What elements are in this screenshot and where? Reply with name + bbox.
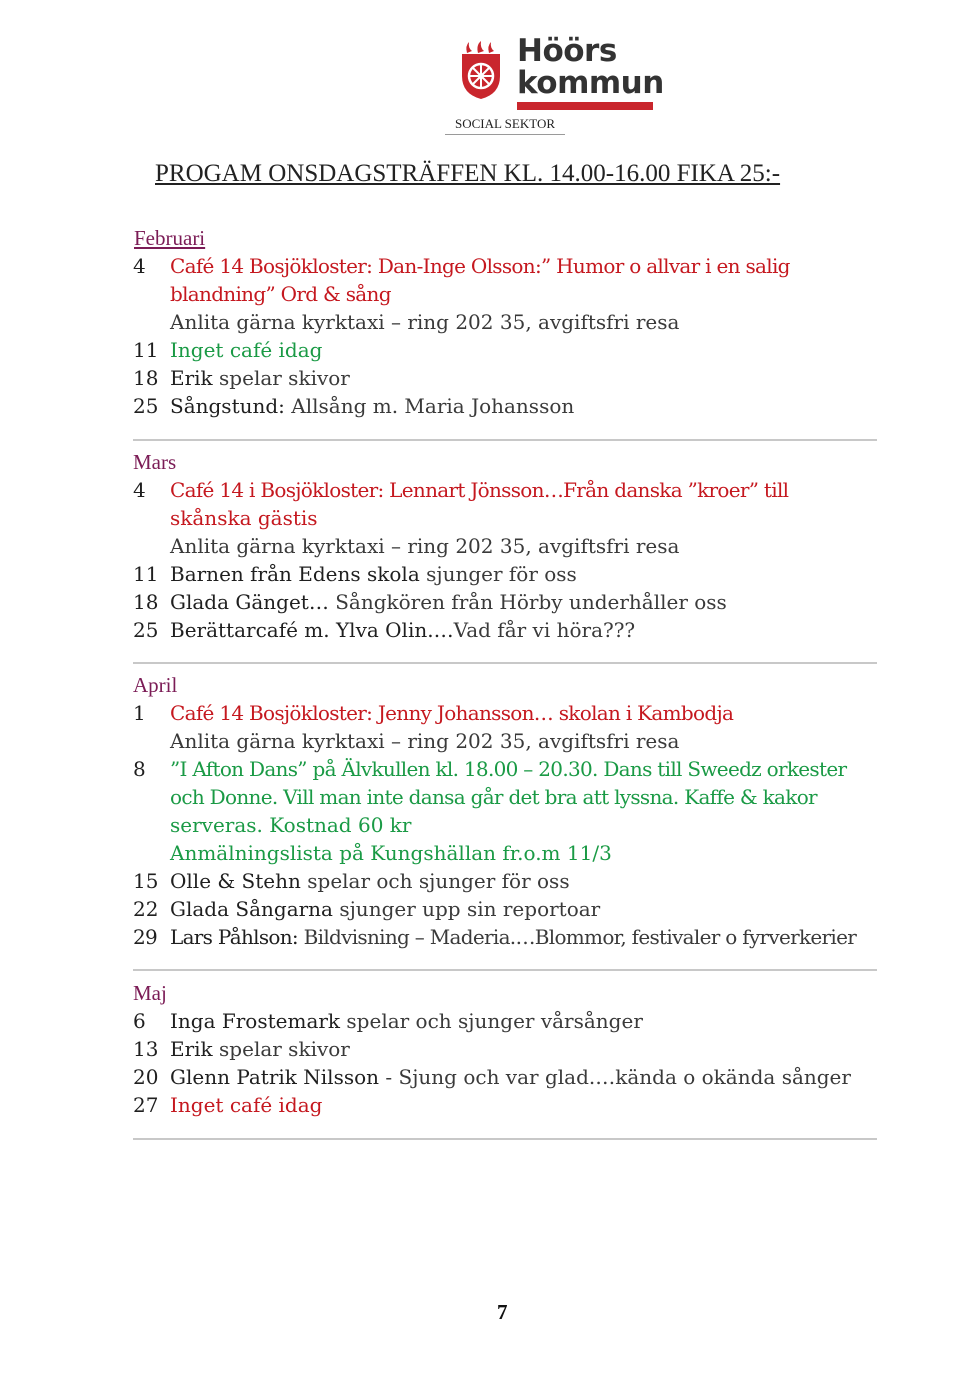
logo-sector-label: SOCIAL SEKTOR	[445, 116, 565, 135]
event-text: Inget café idag	[170, 338, 323, 362]
event-description: spelar och sjunger för oss	[300, 869, 570, 893]
performer-name: Lars Påhlson:	[170, 925, 298, 949]
performer-name: Glenn Patrik Nilsson	[170, 1065, 380, 1089]
day-number: 18	[133, 366, 159, 390]
day-number: 6	[133, 1009, 146, 1033]
logo-name-line1: Höörs	[517, 33, 617, 69]
event-text: blandning” Ord & sång	[170, 282, 391, 306]
event-text: ”I Afton Dans” på Älvkullen kl. 18.00 – 20.30. Dans till Sweedz orkester	[170, 757, 847, 781]
day-number: 11	[133, 562, 159, 586]
performer-name: Inga Frostemark	[170, 1009, 341, 1033]
section-divider	[133, 662, 877, 664]
page-number: 7	[497, 1300, 508, 1324]
event-text: Anmälningslista på Kungshällan fr.o.m 11/3	[170, 841, 612, 865]
month-heading-maj: Maj	[133, 981, 167, 1005]
day-number: 25	[133, 394, 159, 418]
event-description: Sångkören från Hörby underhåller oss	[328, 590, 727, 614]
day-number: 11	[133, 338, 159, 362]
event-description: - Sjung och var glad.…kända o okända sånger	[379, 1065, 851, 1089]
performer-name: Erik	[170, 1037, 213, 1061]
day-number: 25	[133, 618, 159, 642]
day-number: 15	[133, 869, 159, 893]
section-divider	[133, 439, 877, 441]
event-text: Anlita gärna kyrktaxi – ring 202 35, avgiftsfri resa	[170, 310, 680, 334]
day-number: 18	[133, 590, 159, 614]
event-description: spelar skivor	[212, 1037, 350, 1061]
day-number: 22	[133, 897, 159, 921]
performer-name: Glada Sångarna	[170, 897, 333, 921]
performer-name: Glada Gänget…	[170, 590, 329, 614]
page-title: PROGAM ONSDAGSTRÄFFEN KL. 14.00-16.00 FIKA 25:-	[155, 160, 781, 187]
event-description: spelar och sjunger vårsånger	[340, 1009, 643, 1033]
day-number: 20	[133, 1065, 159, 1089]
event-text: Café 14 Bosjökloster: Dan-Inge Olsson:” Humor o allvar i en salig	[170, 254, 790, 278]
performer-name: Olle & Stehn	[170, 869, 301, 893]
day-number: 13	[133, 1037, 159, 1061]
event-description: Allsång m. Maria Johansson	[284, 394, 575, 418]
municipality-logo	[454, 33, 664, 140]
performer-name: Barnen från Edens skola	[170, 562, 420, 586]
logo-bar	[517, 102, 653, 110]
month-heading-februari: Februari	[134, 226, 206, 250]
section-divider	[133, 969, 877, 971]
day-number: 27	[133, 1093, 159, 1117]
day-number: 8	[133, 757, 146, 781]
event-text: och Donne. Vill man inte dansa går det bra att lyssna. Kaffe & kakor	[170, 785, 817, 809]
performer-name: Erik	[170, 366, 213, 390]
event-text: serveras. Kostnad 60 kr	[170, 813, 412, 837]
performer-name: Berättarcafé m. Ylva Olin.…	[170, 618, 454, 642]
section-divider	[133, 1138, 877, 1140]
event-text: Café 14 Bosjökloster: Jenny Johansson… skolan i Kambodja	[170, 701, 734, 725]
day-number: 29	[133, 925, 158, 949]
event-description: Vad får vi höra???	[453, 618, 636, 642]
performer-name: Sångstund:	[170, 394, 285, 418]
month-heading-mars: Mars	[133, 450, 177, 474]
month-heading-april: April	[133, 673, 178, 697]
event-text: Anlita gärna kyrktaxi – ring 202 35, avgiftsfri resa	[170, 729, 680, 753]
event-text: skånska gästis	[170, 506, 318, 530]
day-number: 4	[133, 254, 146, 278]
event-description: spelar skivor	[212, 366, 350, 390]
event-text: Anlita gärna kyrktaxi – ring 202 35, avgiftsfri resa	[170, 534, 680, 558]
logo-name-line2: kommun	[517, 65, 664, 101]
event-text: Inget café idag	[170, 1093, 323, 1117]
event-description: Bildvisning – Maderia.…Blommor, festivaler o fyrverkerier	[297, 925, 857, 949]
day-number: 1	[133, 701, 146, 725]
shield-icon	[459, 40, 503, 100]
event-description: sjunger upp sin reportoar	[332, 897, 601, 921]
event-text: Café 14 i Bosjökloster: Lennart Jönsson…Från danska ”kroer” till	[170, 478, 789, 502]
day-number: 4	[133, 478, 146, 502]
event-description: sjunger för oss	[419, 562, 577, 586]
